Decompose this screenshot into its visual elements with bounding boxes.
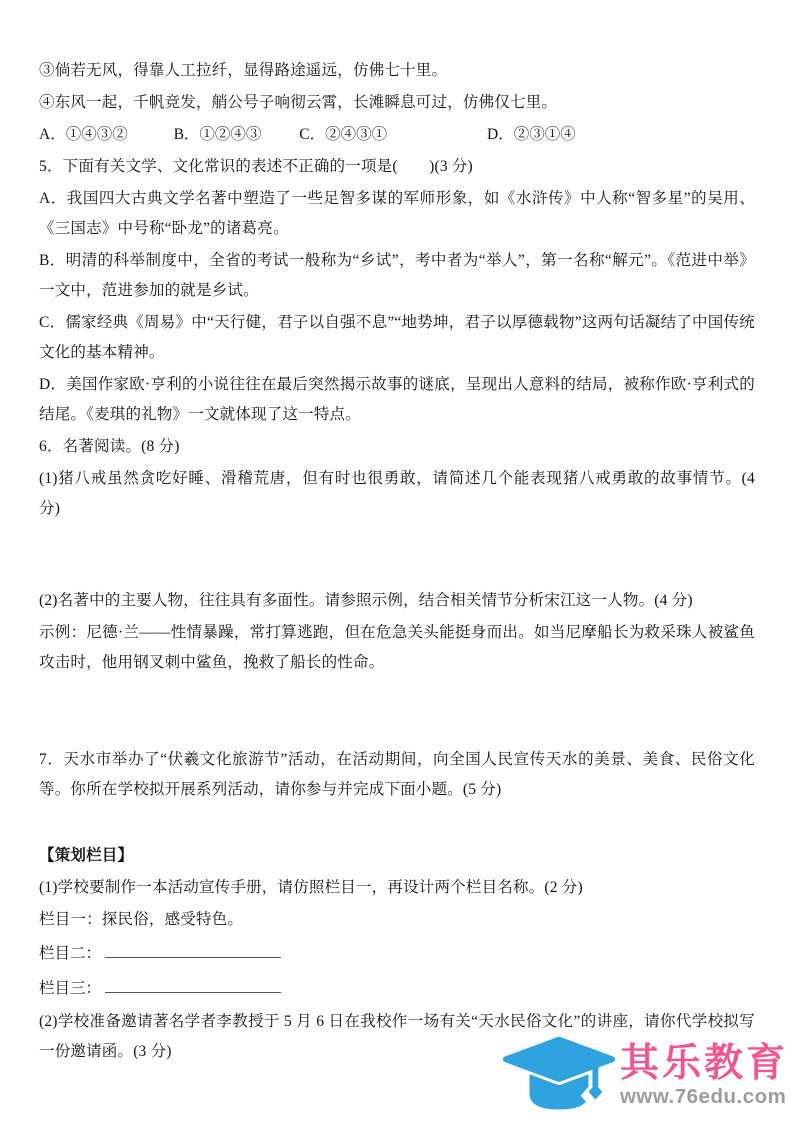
option-a: A．①④③② — [39, 126, 128, 143]
question5-option-d: D．美国作家欧·亨利的小说往往在最后突然揭示故事的谜底，呈现出人意料的结局，被称作欧·亨利式的结尾。《麦琪的礼物》一文就体现了这一特点。 — [39, 376, 755, 423]
question6-part2: (2)名著中的主要人物，往往具有多面性。请参照示例，结合相关情节分析宋江这一人物。(4 分) — [39, 592, 693, 609]
answer-blank-line — [105, 943, 281, 958]
question5-option-c: C．儒家经典《周易》中“天行健，君子以自强不息”“地势坤，君子以厚德载物”这两句话凝结了中国传统文化的基本精神。 — [39, 314, 755, 361]
option-d: D．②③①④ — [487, 126, 576, 143]
question7-stem: 7．天水市举办了“伏羲文化旅游节”活动，在活动期间，向全国人民宣传天水的美景、美食、民俗文化等。你所在学校拟开展系列活动，请你参与并完成下面小题。(5 分) — [39, 751, 755, 798]
option-b: B．①②④③ — [173, 126, 262, 143]
exam-page — [39, 56, 755, 1069]
question4-options-row — [39, 120, 755, 150]
column-two-label: 栏目二： — [39, 945, 102, 962]
question7-part1: (1)学校要制作一本活动宣传手册，请仿照栏目一，再设计两个栏目名称。(2 分) — [39, 879, 583, 896]
column-two-line — [39, 937, 755, 970]
site-logo — [500, 1036, 788, 1116]
section-gap — [39, 807, 755, 841]
column-three-line — [39, 972, 755, 1005]
column-one-line: 栏目一：探民俗，感受特色。 — [39, 911, 244, 928]
sentence-3: ③倘若无风，得靠人工拉纤，显得路途遥远，仿佛七十里。 — [39, 62, 448, 79]
question6-stem: 6．名著阅读。(8 分) — [39, 438, 180, 455]
logo-text-block — [620, 1043, 788, 1109]
section-header-planning: 【策划栏目】 — [39, 847, 134, 864]
question6-part1: (1)猪八戒虽然贪吃好睡、滑稽荒唐，但有时也很勇敢，请简述几个能表现猪八戒勇敢的故事情节。(4 分) — [39, 470, 755, 517]
question7-part2: (2)学校准备邀请著名学者李教授于 5 月 6 日在我校作一场有关“天水民俗文化”的讲座，请你代学校拟写一份邀请函。(3 分) — [39, 1013, 755, 1060]
question5-option-a: A．我国四大古典文学名著中塑造了一些足智多谋的军师形象，如《水浒传》中人称“智多星”的吴用、《三国志》中号称“卧龙”的诸葛亮。 — [39, 190, 755, 237]
answer-blank-line — [105, 978, 281, 993]
sentence-4: ④东风一起，千帆竞发，艄公号子响彻云霄，长滩瞬息可过，仿佛仅七里。 — [39, 94, 558, 111]
answer-space — [39, 526, 755, 586]
option-c: C．②④③① — [299, 126, 388, 143]
column-three-label: 栏目三： — [39, 980, 102, 997]
answer-space — [39, 680, 755, 745]
question5-stem: 5．下面有关文学、文化常识的表述不正确的一项是( )(3 分) — [39, 158, 473, 175]
logo-website-url: www.76edu.com — [619, 1085, 787, 1108]
question6-example: 示例：尼德·兰——性情暴躁，常打算逃跑，但在危急关头能挺身而出。如当尼摩船长为救采珠人被鲨鱼攻击时，他用钢叉刺中鲨鱼，挽救了船长的性命。 — [39, 624, 755, 671]
graduation-cap-icon — [500, 1036, 618, 1116]
question5-option-b: B．明清的科举制度中，全省的考试一般称为“乡试”，考中者为“举人”，第一名称“解元”。《范进中举》一文中，范进参加的就是乡试。 — [39, 252, 755, 299]
logo-brand-text: 其乐教育 — [619, 1042, 788, 1085]
